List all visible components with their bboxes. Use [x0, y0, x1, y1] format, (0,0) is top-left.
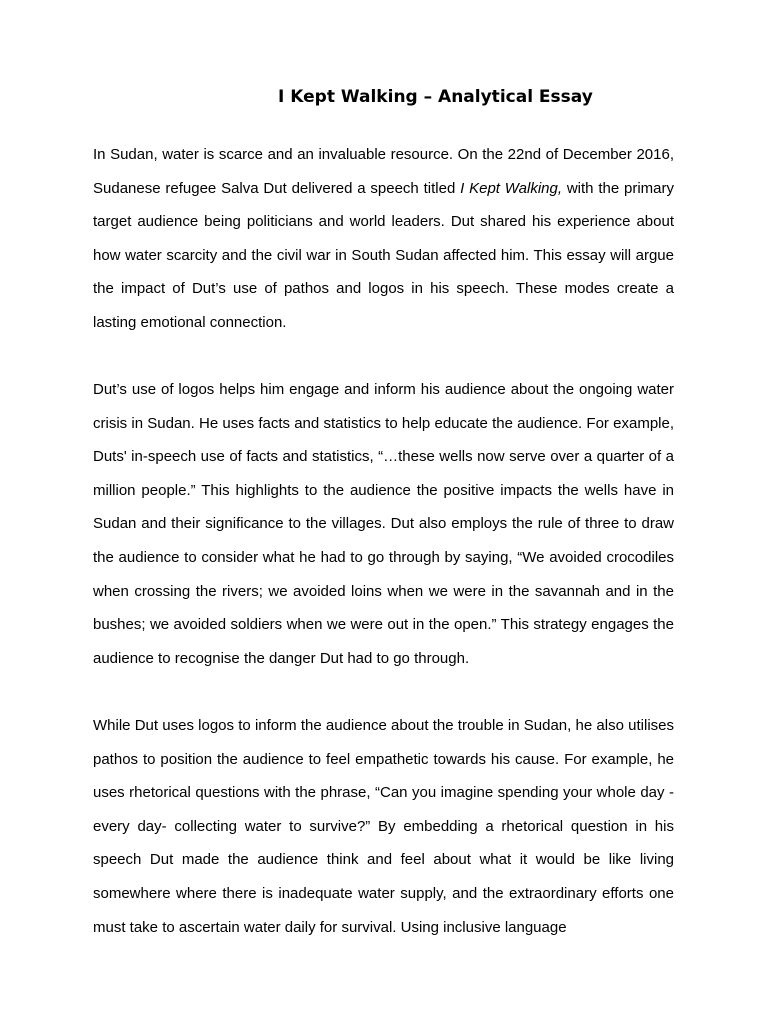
paragraph-intro-text-start: In Sudan, water is scarce and an invaluable resource. On the 22nd of December 2016, Sudanese refugee Salva Dut delivered a speech titled [93, 146, 674, 197]
paragraph-intro [93, 138, 674, 340]
paragraph-logos: Dut’s use of logos helps him engage and inform his audience about the ongoing water crisis in Sudan. He uses facts and statistics to help educate the audience. For example, Duts' in-speech use of facts and statistics, “…these wells now serve over a quarter of a million people.” This highlights to the audience the positive impacts the wells have in Sudan and their significance to the villages. Dut also employs the rule of three to draw the audience to consider what he had to go through by saying, “We avoided crocodiles when crossing the rivers; we avoided loins when we were in the savannah and in the bushes; we avoided soldiers when we were out in the open.” This strategy engages the audience to recognise the danger Dut had to go through. [93, 381, 674, 667]
essay-title: I Kept Walking – Analytical Essay [278, 87, 593, 107]
paragraph-pathos: While Dut uses logos to inform the audience about the trouble in Sudan, he also utilises pathos to position the audience to feel empathetic towards his cause. For example, he uses rhetorical questions with the phrase, “Can you imagine spending your whole day -every day- collecting water to survive?” By embedding a rhetorical question in his speech Dut made the audience think and feel about what it would be like living somewhere where there is inadequate water supply, and the extraordinary efforts one must take to ascertain water daily for survival. Using inclusive language [93, 717, 674, 936]
speech-title-italic: I Kept Walking, [460, 179, 563, 197]
paragraph-intro-text-end: with the primary target audience being politicians and world leaders. Dut shared his experience about how water scarcity and the civil war in South Sudan affected him. This essay will argue the impact of Dut’s use of pathos and logos in his speech. These modes create a lasting emotional connection. [93, 179, 674, 331]
